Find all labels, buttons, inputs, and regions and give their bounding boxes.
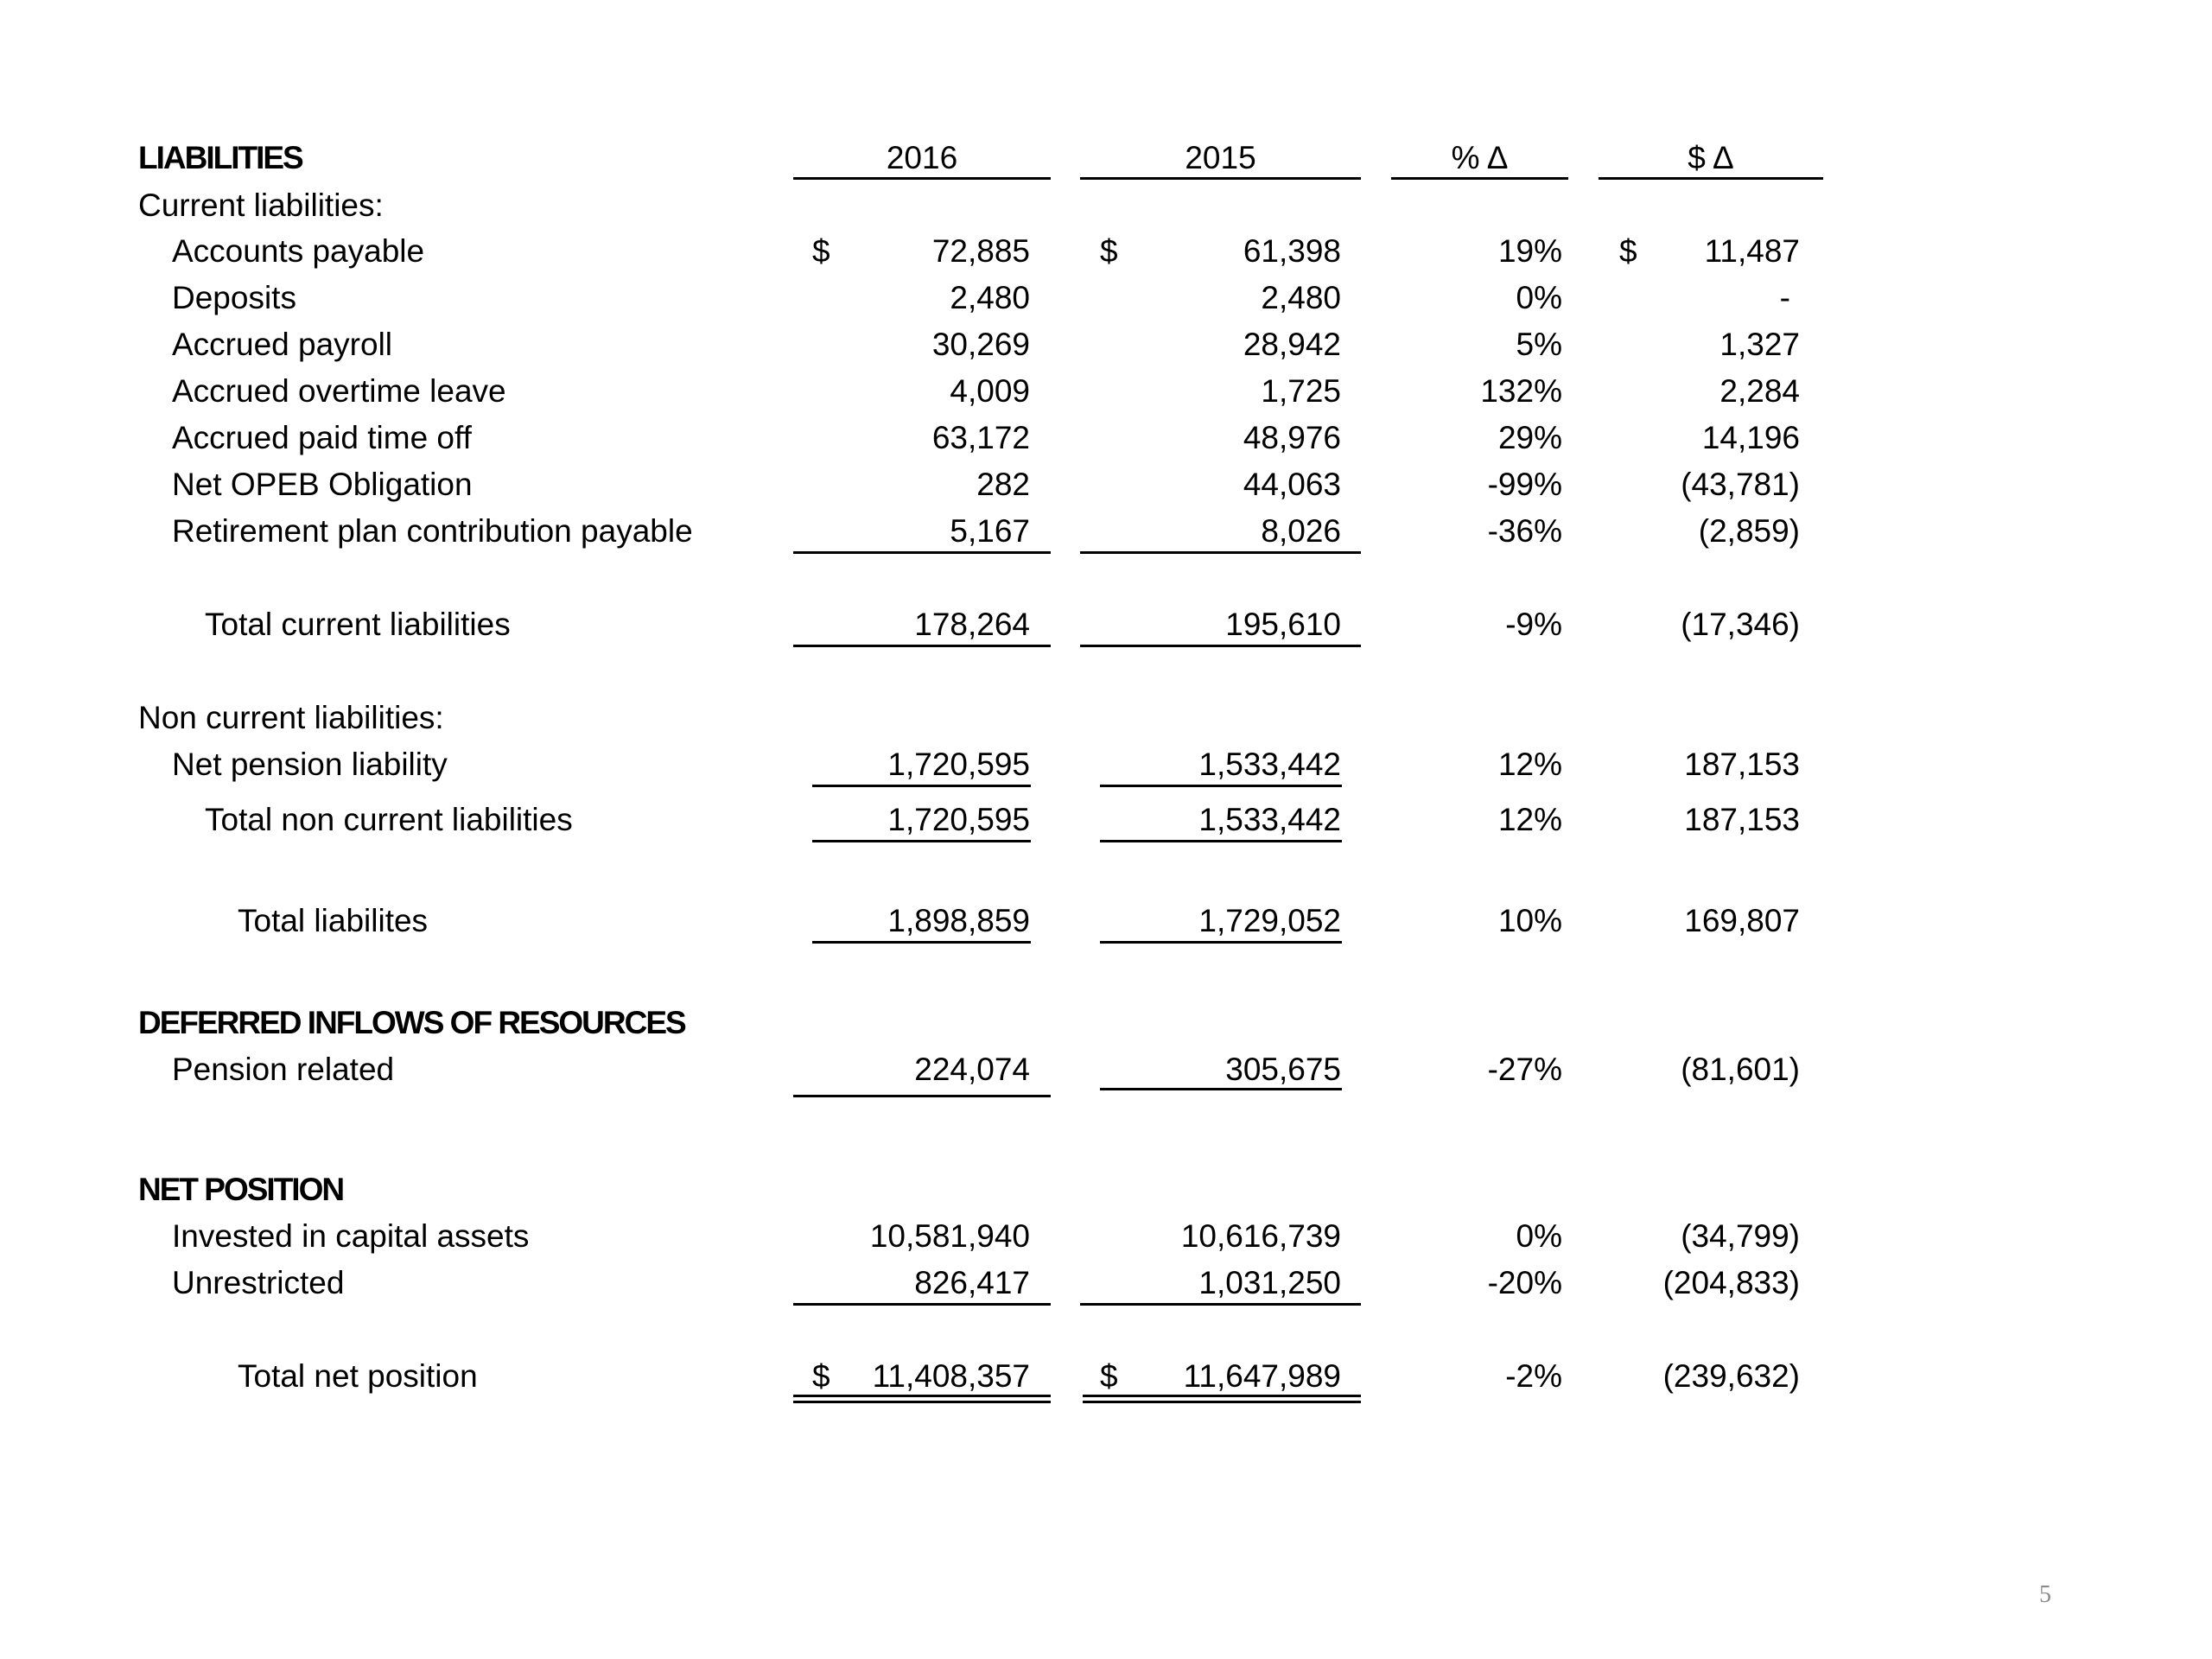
- value-2016: 2,480: [950, 280, 1030, 315]
- table-row: [0, 507, 2212, 556]
- table-row: [0, 227, 2212, 276]
- row-label: Accrued overtime leave: [172, 373, 506, 409]
- total-rule-2015: [1080, 645, 1361, 647]
- row-label: Total non current liabilities: [205, 802, 573, 837]
- value-2016: 1,720,595: [887, 802, 1030, 837]
- total-row: [0, 897, 2212, 945]
- currency-symbol: $: [1619, 233, 1637, 269]
- value-2015: 1,533,442: [1198, 802, 1341, 837]
- row-label: Pension related: [172, 1052, 395, 1087]
- deferred-heading-row: [0, 999, 2212, 1047]
- value-pct-change: 0%: [1516, 280, 1562, 315]
- subtotal-rule-2016: [812, 785, 1031, 787]
- value-pct-change: -27%: [1487, 1052, 1562, 1087]
- currency-symbol: $: [812, 1358, 830, 1394]
- header-row: [0, 134, 2212, 182]
- value-2015: 1,533,442: [1198, 747, 1341, 782]
- subtotal-rule-2016: [793, 1303, 1051, 1306]
- table-row: [0, 1259, 2212, 1307]
- value-dollar-change: 1,327: [1719, 327, 1800, 362]
- value-2015: 44,063: [1243, 467, 1341, 502]
- row-label: Accounts payable: [172, 233, 425, 269]
- value-dollar-change: (17,346): [1681, 607, 1800, 642]
- table-row: [0, 367, 2212, 416]
- value-dollar-change: 11,487: [1704, 233, 1800, 269]
- value-2015: 2,480: [1261, 280, 1341, 315]
- row-label: Accrued payroll: [172, 327, 393, 362]
- value-pct-change: -99%: [1487, 467, 1562, 502]
- value-2015: 10,616,739: [1180, 1218, 1341, 1254]
- value-pct-change: 0%: [1516, 1218, 1562, 1254]
- table-row: [0, 1212, 2212, 1261]
- value-dollar-change: -: [1779, 280, 1790, 315]
- row-label: Total liabilites: [238, 903, 429, 938]
- value-2015: 1,031,250: [1198, 1265, 1341, 1300]
- value-dollar-change: 2,284: [1719, 373, 1800, 409]
- row-label: Net OPEB Obligation: [172, 467, 473, 502]
- row-label: Total current liabilities: [205, 607, 511, 642]
- value-2016: 5,167: [950, 513, 1030, 549]
- subtotal-rule-2015: [1100, 785, 1342, 787]
- total-rule-2016: [812, 840, 1031, 842]
- value-dollar-change: 14,196: [1701, 420, 1800, 455]
- value-2015: 195,610: [1225, 607, 1341, 642]
- value-dollar-change: 187,153: [1684, 802, 1800, 837]
- table-row: [0, 414, 2212, 462]
- value-dollar-change: 169,807: [1684, 903, 1800, 938]
- table-row: [0, 1046, 2212, 1094]
- value-dollar-change: 187,153: [1684, 747, 1800, 782]
- value-2015: 1,729,052: [1198, 903, 1341, 938]
- table-row: [0, 461, 2212, 509]
- section-label: Current liabilities:: [138, 188, 384, 223]
- value-dollar-change: (239,632): [1662, 1358, 1800, 1394]
- value-pct-change: 132%: [1480, 373, 1562, 409]
- deferred-heading: DEFERRED INFLOWS OF RESOURCES: [138, 1005, 685, 1040]
- total-rule-2015: [1100, 941, 1342, 944]
- value-2016: 4,009: [950, 373, 1030, 409]
- row-label: Accrued paid time off: [172, 420, 472, 455]
- row-label: Net pension liability: [172, 747, 448, 782]
- row-label: Unrestricted: [172, 1265, 345, 1300]
- currency-symbol: $: [1100, 233, 1118, 269]
- double-rule-2016: [793, 1395, 1051, 1403]
- value-dollar-change: (2,859): [1698, 513, 1800, 549]
- value-2015: 61,398: [1243, 233, 1341, 269]
- grand-total-row: [0, 1352, 2212, 1401]
- value-pct-change: -2%: [1505, 1358, 1562, 1394]
- col-header-pct-change: % Δ: [1451, 140, 1509, 175]
- value-2016: 224,074: [914, 1052, 1030, 1087]
- value-2016: 826,417: [914, 1265, 1030, 1300]
- net-position-heading: NET POSITION: [138, 1172, 344, 1207]
- total-rule-2016: [812, 941, 1031, 944]
- value-2015: 305,675: [1225, 1052, 1341, 1087]
- value-2015: 1,725: [1261, 373, 1341, 409]
- row-label: Deposits: [172, 280, 296, 315]
- row-label: Retirement plan contribution payable: [172, 513, 693, 549]
- page-number: 5: [2039, 1581, 2051, 1608]
- value-2016: 72,885: [931, 233, 1030, 269]
- table-row: [0, 741, 2212, 789]
- value-2015: 8,026: [1261, 513, 1341, 549]
- header-underline-dollar: [1599, 177, 1823, 180]
- header-underline-2016: [793, 177, 1051, 180]
- subtotal-rule-2015: [1080, 1303, 1361, 1306]
- header-underline-2015: [1080, 177, 1361, 180]
- value-2016: 10,581,940: [869, 1218, 1030, 1254]
- value-2015: 11,647,989: [1183, 1358, 1341, 1394]
- total-rule-2015: [1100, 840, 1342, 842]
- value-dollar-change: (34,799): [1681, 1218, 1800, 1254]
- table-row: [0, 321, 2212, 369]
- value-dollar-change: (204,833): [1662, 1265, 1800, 1300]
- value-pct-change: 10%: [1497, 903, 1562, 938]
- table-row: [0, 274, 2212, 322]
- net-position-heading-row: [0, 1166, 2212, 1214]
- value-pct-change: -20%: [1487, 1265, 1562, 1300]
- value-2015: 28,942: [1243, 327, 1341, 362]
- liabilities-heading: LIABILITIES: [138, 140, 302, 175]
- value-2015: 48,976: [1243, 420, 1341, 455]
- col-header-2015: 2015: [1185, 140, 1256, 175]
- value-2016: 11,408,357: [872, 1358, 1030, 1394]
- value-pct-change: -36%: [1487, 513, 1562, 549]
- section-label: Non current liabilities:: [138, 700, 444, 735]
- value-pct-change: 12%: [1497, 747, 1562, 782]
- current-liabilities-label-row: [0, 181, 2212, 230]
- subtotal-rule-2015: [1100, 1088, 1342, 1090]
- currency-symbol: $: [1100, 1358, 1118, 1394]
- value-dollar-change: (43,781): [1681, 467, 1800, 502]
- subtotal-rule-2016: [793, 1095, 1051, 1097]
- col-header-2016: 2016: [886, 140, 958, 175]
- value-pct-change: 29%: [1497, 420, 1562, 455]
- value-2016: 1,720,595: [887, 747, 1030, 782]
- value-pct-change: -9%: [1505, 607, 1562, 642]
- value-pct-change: 19%: [1497, 233, 1562, 269]
- row-label: Invested in capital assets: [172, 1218, 530, 1254]
- total-row: [0, 796, 2212, 844]
- header-underline-pct: [1391, 177, 1568, 180]
- double-rule-2015: [1083, 1395, 1361, 1403]
- value-pct-change: 5%: [1516, 327, 1562, 362]
- value-2016: 282: [976, 467, 1030, 502]
- total-rule-2016: [793, 645, 1051, 647]
- subtotal-rule-2015: [1080, 551, 1361, 554]
- subtotal-rule-2016: [793, 551, 1051, 554]
- row-label: Total net position: [238, 1358, 478, 1394]
- value-dollar-change: (81,601): [1681, 1052, 1800, 1087]
- total-row: [0, 601, 2212, 649]
- value-2016: 30,269: [931, 327, 1030, 362]
- col-header-dollar-change: $ Δ: [1688, 140, 1734, 175]
- value-2016: 63,172: [931, 420, 1030, 455]
- noncurrent-liabilities-label-row: [0, 694, 2212, 742]
- value-2016: 1,898,859: [887, 903, 1030, 938]
- currency-symbol: $: [812, 233, 830, 269]
- value-pct-change: 12%: [1497, 802, 1562, 837]
- value-2016: 178,264: [914, 607, 1030, 642]
